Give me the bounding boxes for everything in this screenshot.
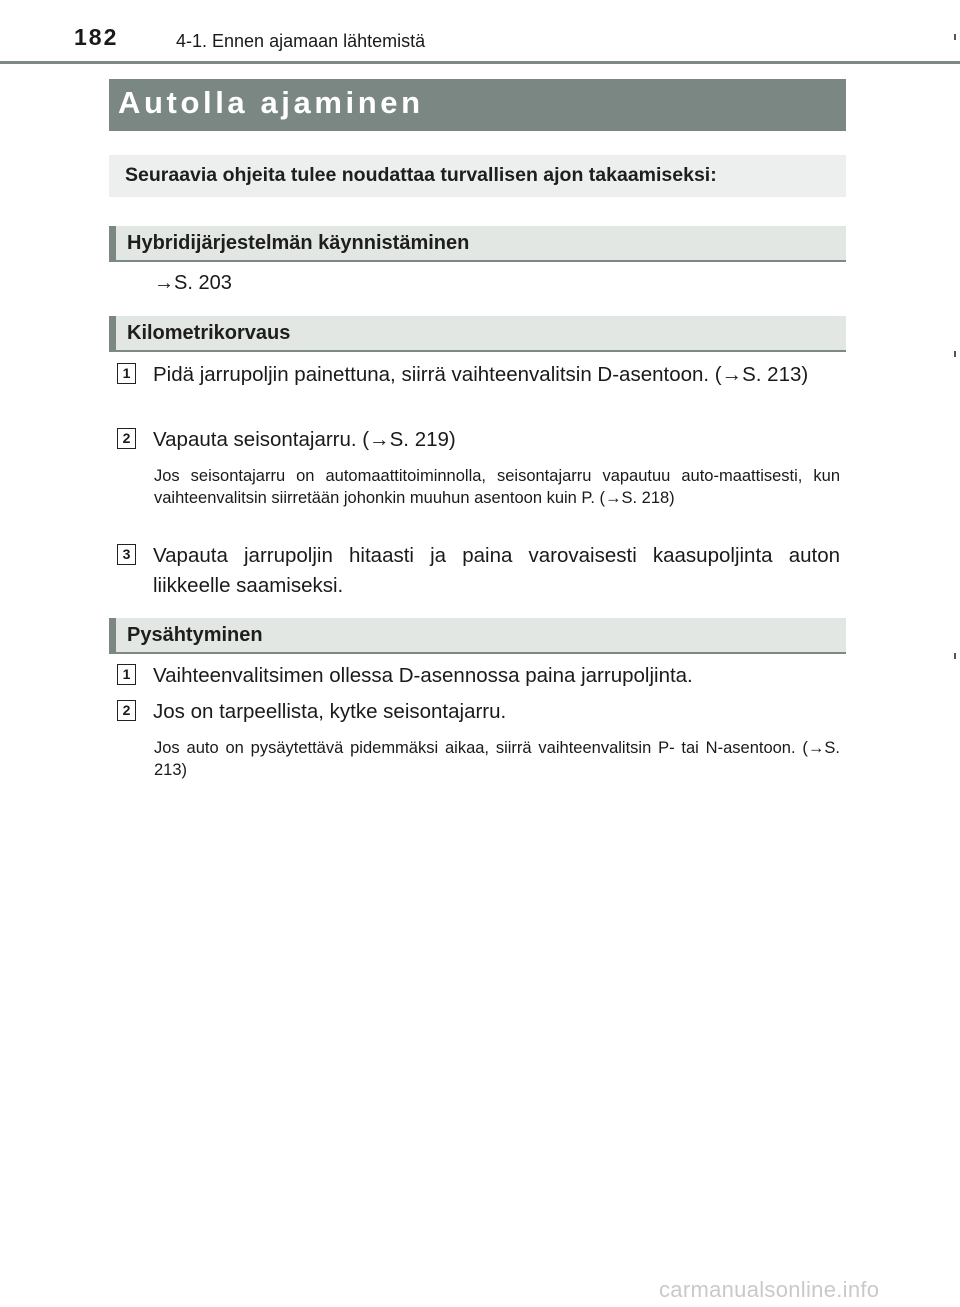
crop-mark [954,34,956,40]
step-note: Jos seisontajarru on automaattitoiminnolla, seisontajarru vapautuu auto-maattisesti, kun vaihteenvalitsin siirretään johonkin muuhun asentoon kuin P. (→S. 218) [154,467,840,507]
header-rule [0,61,960,64]
step-number-badge: 2 [117,428,136,449]
step-number-badge: 2 [117,700,136,721]
crop-mark [954,351,956,357]
step-number-badge: 1 [117,363,136,384]
section-heading-text: Hybridijärjestelmän käynnistäminen [127,232,470,254]
watermark: carmanualsonline.info [659,1277,880,1302]
section-heading-text: Pysähtyminen [127,624,263,646]
page-title: Autolla ajaminen [118,85,424,120]
crop-mark [954,653,956,659]
step-note: Jos auto on pysäytettävä pidemmäksi aikaa, siirrä vaihteenvalitsin P- tai N-asentoon. (→S. 213) [154,739,840,779]
section-heading-stopping [109,618,846,654]
section-heading-driving [109,316,846,352]
section-heading-text: Kilometrikorvaus [127,322,291,344]
chapter-title: 4-1. Ennen ajamaan lähtemistä [176,31,426,51]
main-title-bar [109,79,846,131]
step-text: Pidä jarrupoljin painettuna, siirrä vaihteenvalitsin D-asentoon. (→S. 213) [153,363,809,386]
step-text: Vaihteenvalitsimen ollessa D-asennossa paina jarrupoljinta. [153,664,693,687]
step-text: Vapauta seisontajarru. (→S. 219) [153,428,456,451]
step-text: Vapauta jarrupoljin hitaasti ja paina varovaisesti kaasupoljinta auton liikkeelle saamiseksi. [153,544,840,597]
step-number-badge: 1 [117,664,136,685]
section-heading-hybrid-start [109,226,846,262]
page-header [0,0,960,64]
intro-text: Seuraavia ohjeita tulee noudattaa turvallisen ajon takaamiseksi: [125,164,717,186]
step-text: Jos on tarpeellista, kytke seisontajarru. [153,700,507,723]
page-reference-link[interactable]: →S. 203 [154,272,232,294]
page-number: 182 [74,24,119,50]
intro-box [109,155,846,197]
step-number-badge: 3 [117,544,136,565]
